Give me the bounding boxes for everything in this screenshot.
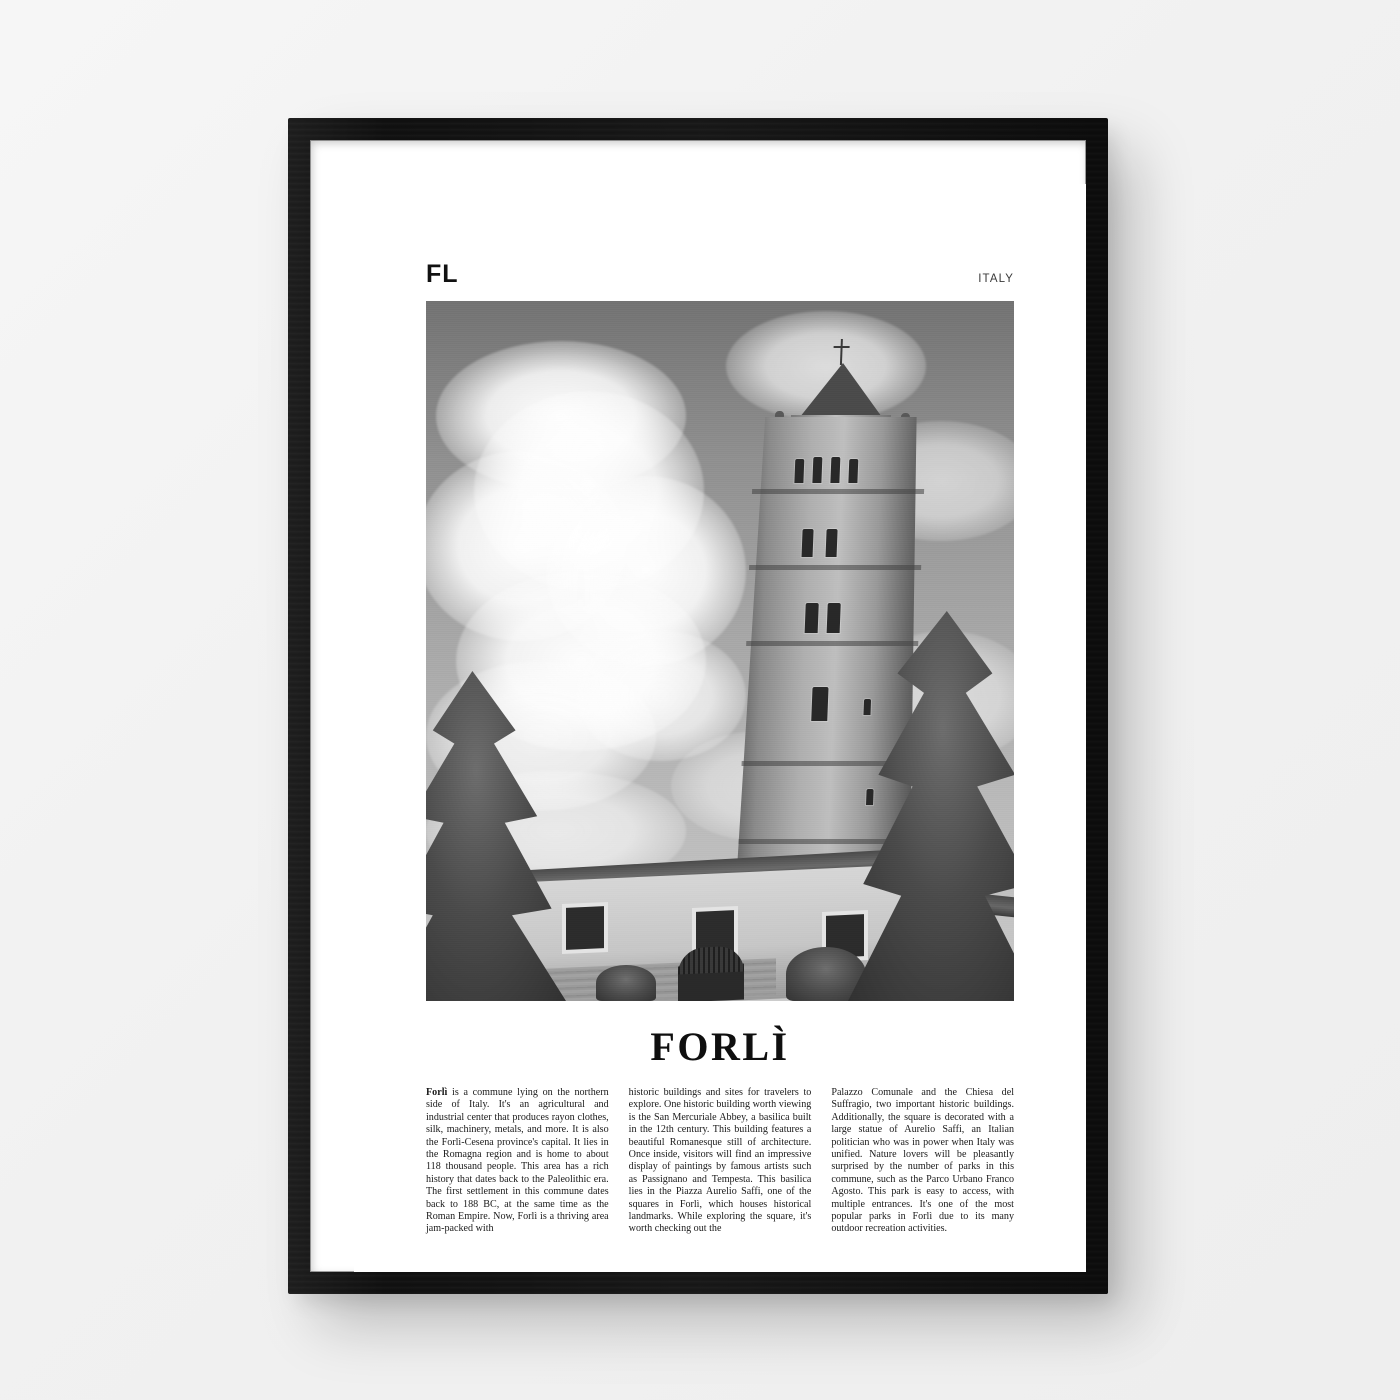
tower-window [805, 603, 819, 633]
poster-country: ITALY [978, 273, 1014, 285]
belfry-window [830, 457, 840, 483]
belfry-window [848, 459, 858, 483]
spire [797, 363, 887, 421]
tower-slit [866, 789, 874, 805]
tower-band [752, 489, 924, 494]
tower-window [802, 529, 814, 557]
tower-slit [863, 699, 871, 715]
body-lead-word: Forlì [426, 1087, 448, 1098]
facade-window [566, 906, 604, 950]
belfry-window [794, 459, 804, 483]
tower-window [827, 603, 841, 633]
tower-window [811, 687, 828, 721]
body-column-2: historic buildings and sites for travelers to explore. One historic building worth viewing is the San Mercuriale Abbey, a basilica built in the 12th century. This building features a beautiful Romanesque still of architecture. Once inside, visitors will find an impressive display of paintings by famous artists such as Passignano and Tempesta. This basilica lies in the Piazza Aurelio Saffi, one of the squares in Forlì, which houses historical landmarks. While exploring the square, it's worth checking out the [628, 1087, 812, 1235]
poster [354, 184, 1086, 1272]
tower-band [746, 641, 918, 646]
body-column-3: Palazzo Comunale and the Chiesa del Suffragio, two important historic buildings. Additionally, the square is decorated with a large statue of Aurelio Saffi, an Italian politician who was in power when Italy was unified. Nature lovers will be pleasantly surprised by the number of parks in this commune, such as the Parco Urbano Franco Agosto. This park is easy to access, with multiple entrances. It's one of the most popular parks in Forlì due to its many outdoor recreation activities. [831, 1087, 1014, 1235]
tower-window [826, 529, 838, 557]
tower-band [749, 565, 921, 570]
poster-content [426, 262, 1014, 1236]
body-column-1-text: is a commune lying on the northern side of Italy. It's an agricultural and industrial center that produces rayon clothes, silk, machinery, metals, and more. It is also the Forlì-Cesena province's capital. It lies in the Romagna region and is home to about 118 thousand people. This area has a rich history that dates back to the Paleolithic era. The first settlement in this commune dates back to 188 BC, at the same time as the Roman Empire. Now, Forlì is a thriving area jam-packed with [426, 1087, 609, 1235]
picture-frame [288, 118, 1108, 1294]
poster-title: FORLÌ [650, 1024, 790, 1069]
poster-photograph [426, 301, 1014, 1001]
poster-code: FL [426, 260, 459, 288]
belfry-window [812, 457, 822, 483]
frame-mat [310, 140, 1086, 1272]
bush [596, 965, 656, 1001]
poster-body [426, 1087, 1014, 1236]
body-column-1 [426, 1087, 609, 1236]
poster-header [426, 262, 1014, 287]
